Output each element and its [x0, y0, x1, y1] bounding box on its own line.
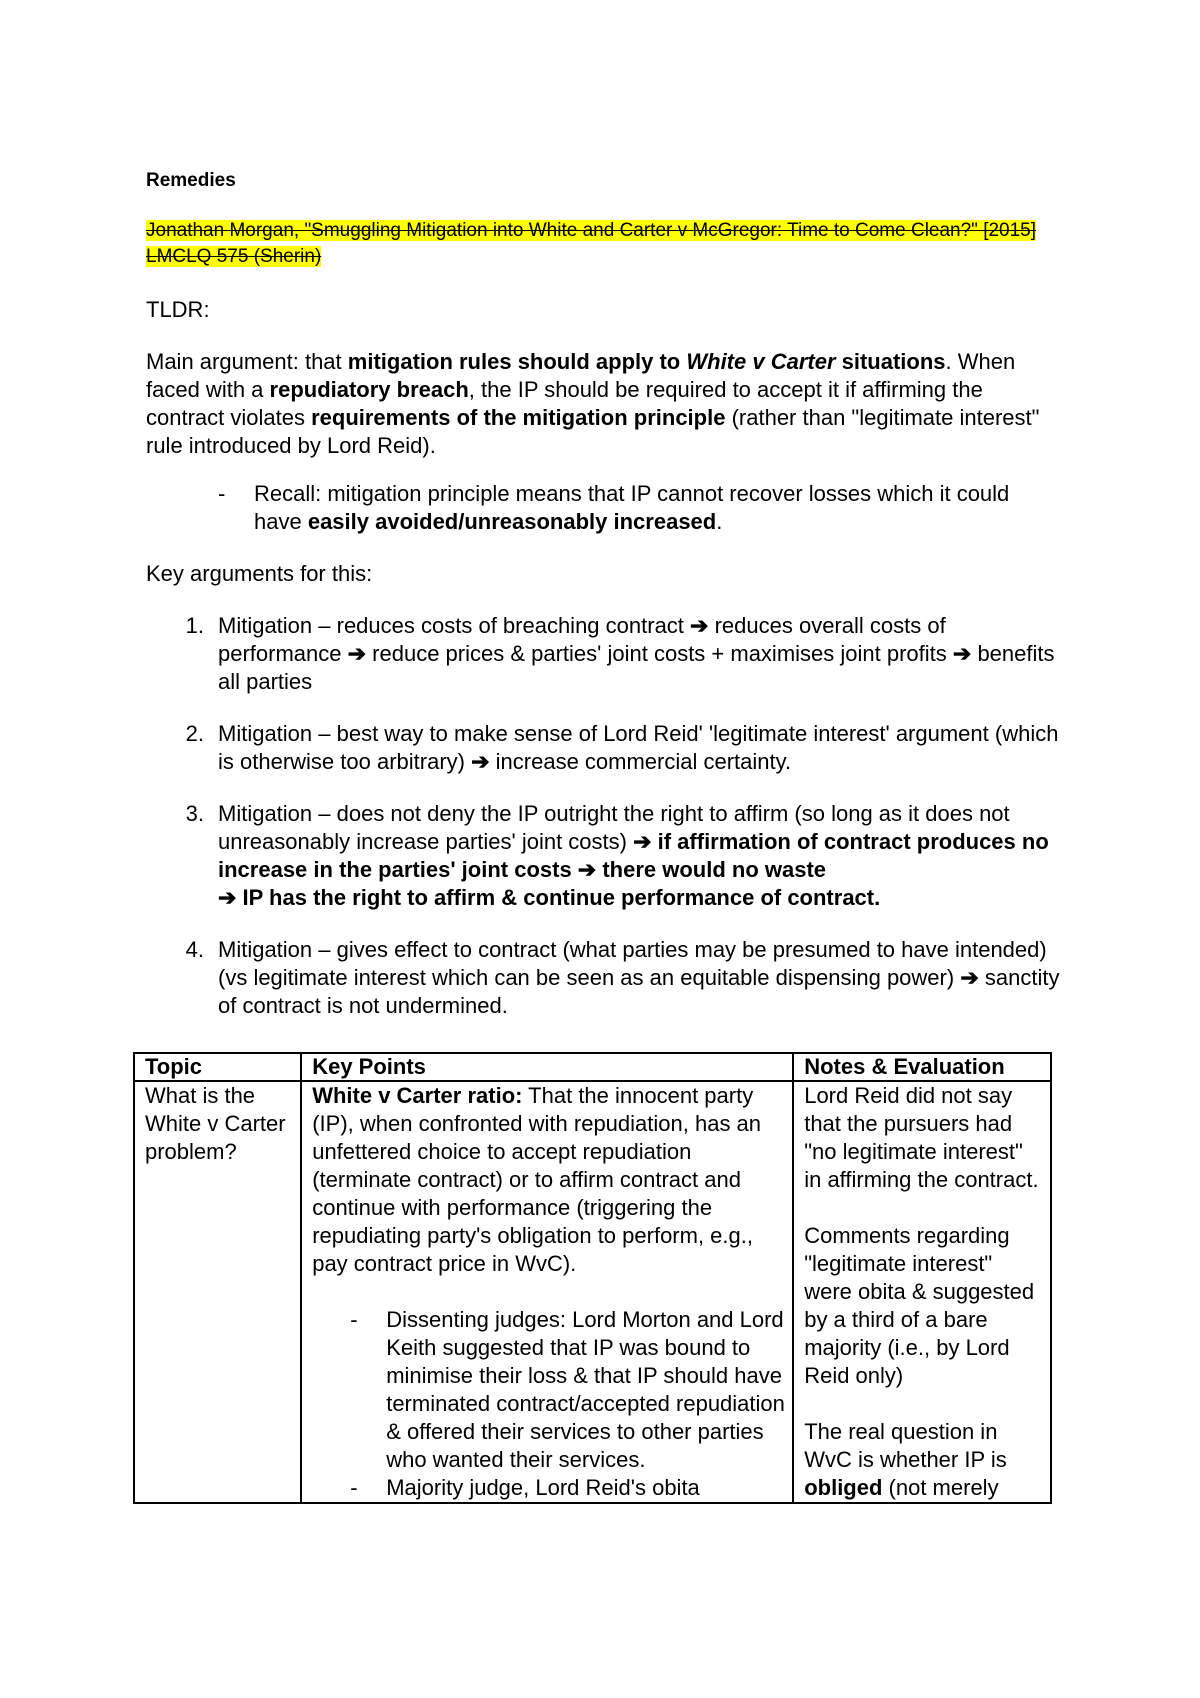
arrow-icon: ➔: [347, 641, 367, 666]
arrow-icon: ➔: [960, 965, 979, 990]
argument-text: Mitigation – does not deny the IP outright the right to affirm (so long as it does not unreasonably increase parties' joint costs) ➔ if affirmation of contract produces no increase in the parties' joint costs ➔ there would no waste ➔ IP has the right to affirm & continue performance of contract.: [218, 801, 1049, 910]
header-topic: Topic: [134, 1053, 301, 1081]
list-number: 1.: [185, 613, 204, 638]
recall-text: Recall: mitigation principle means that IP cannot recover losses which it could have easily avoided/unreasonably increased.: [254, 481, 1010, 534]
list-number: 4.: [185, 937, 204, 962]
dissent-bullet: - Dissenting judges: Lord Morton and Lord Keith suggested that IP was bound to minimise their loss & that IP should have terminated contract/accepted repudiation & offered their services to other parties who wanted their services.: [350, 1307, 785, 1472]
note-2: Comments regarding "legitimate interest" were obita & suggested by a third of a bare majority (i.e., by Lord Reid only): [804, 1223, 1035, 1388]
argument-text: Mitigation – reduces costs of breaching contract ➔ reduces overall costs of performance ➔ reduce prices & parties' joint costs + maximises joint profits ➔ benefits all parties: [218, 613, 1055, 694]
notes-table: [133, 1052, 1052, 1504]
argument-text: Mitigation – gives effect to contract (what parties may be presumed to have intended) (vs legitimate interest which can be seen as an equitable dispensing power) ➔ sanctity of contract is not undermined.: [218, 937, 1060, 1018]
arrow-icon: ➔: [690, 613, 709, 638]
argument-item-1: [146, 612, 1066, 696]
argument-list: [146, 612, 1066, 1020]
note-3: The real question in WvC is whether IP is obliged (not merely: [804, 1419, 1007, 1500]
table-header-row: [134, 1053, 1051, 1081]
ratio-text: White v Carter ratio: That the innocent party (IP), when confronted with repudiation, has an unfettered choice to accept repudiation (terminate contract) or to affirm contract and continue with performance (triggering the repudiating party's obligation to perform, e.g., pay contract price in WvC).: [312, 1083, 762, 1276]
page-heading: Remedies: [146, 170, 236, 191]
arrow-icon: ➔: [577, 857, 597, 882]
dash-marker: -: [218, 481, 226, 506]
tldr-label: TLDR:: [146, 297, 210, 322]
dash-marker: -: [350, 1307, 358, 1332]
header-notes: Notes & Evaluation: [793, 1053, 1051, 1081]
arrow-icon: ➔: [633, 829, 652, 854]
arrow-icon: ➔: [952, 641, 972, 666]
topic-cell: What is the White v Carter problem?: [134, 1081, 301, 1503]
dash-marker: -: [350, 1475, 358, 1500]
argument-text: Mitigation – best way to make sense of Lord Reid' 'legitimate interest' argument (which is otherwise too arbitrary) ➔ increase commercial certainty.: [218, 721, 1059, 774]
arrow-icon: ➔: [218, 885, 237, 910]
table-row: [134, 1081, 1051, 1503]
list-number: 3.: [185, 801, 204, 826]
argument-item-2: [146, 720, 1066, 776]
argument-item-3: [146, 800, 1066, 912]
majority-bullet: - Majority judge, Lord Reid's obita: [350, 1475, 700, 1500]
list-number: 2.: [185, 721, 204, 746]
arrow-icon: ➔: [471, 749, 490, 774]
header-key-points: Key Points: [301, 1053, 793, 1081]
recall-bullet: [218, 480, 1066, 536]
note-1: Lord Reid did not say that the pursuers had "no legitimate interest" in affirming the contract.: [804, 1083, 1039, 1192]
key-points-cell: [301, 1081, 793, 1503]
main-argument-paragraph: Main argument: that mitigation rules should apply to White v Carter situations. When faced with a repudiatory breach, the IP should be required to accept it if affirming the contract violates requirements of the mitigation principle (rather than "legitimate interest" rule introduced by Lord Reid).: [146, 349, 1040, 458]
document-page: [146, 170, 1066, 1020]
citation-highlight: Jonathan Morgan, "Smuggling Mitigation into White and Carter v McGregor: Time to Come Clean?" [2015] LMCLQ 575 (Sherin): [146, 220, 1037, 267]
key-arguments-label: Key arguments for this:: [146, 561, 373, 586]
notes-cell: [793, 1081, 1051, 1503]
article-citation: [146, 218, 1051, 270]
argument-item-4: [146, 936, 1066, 1020]
